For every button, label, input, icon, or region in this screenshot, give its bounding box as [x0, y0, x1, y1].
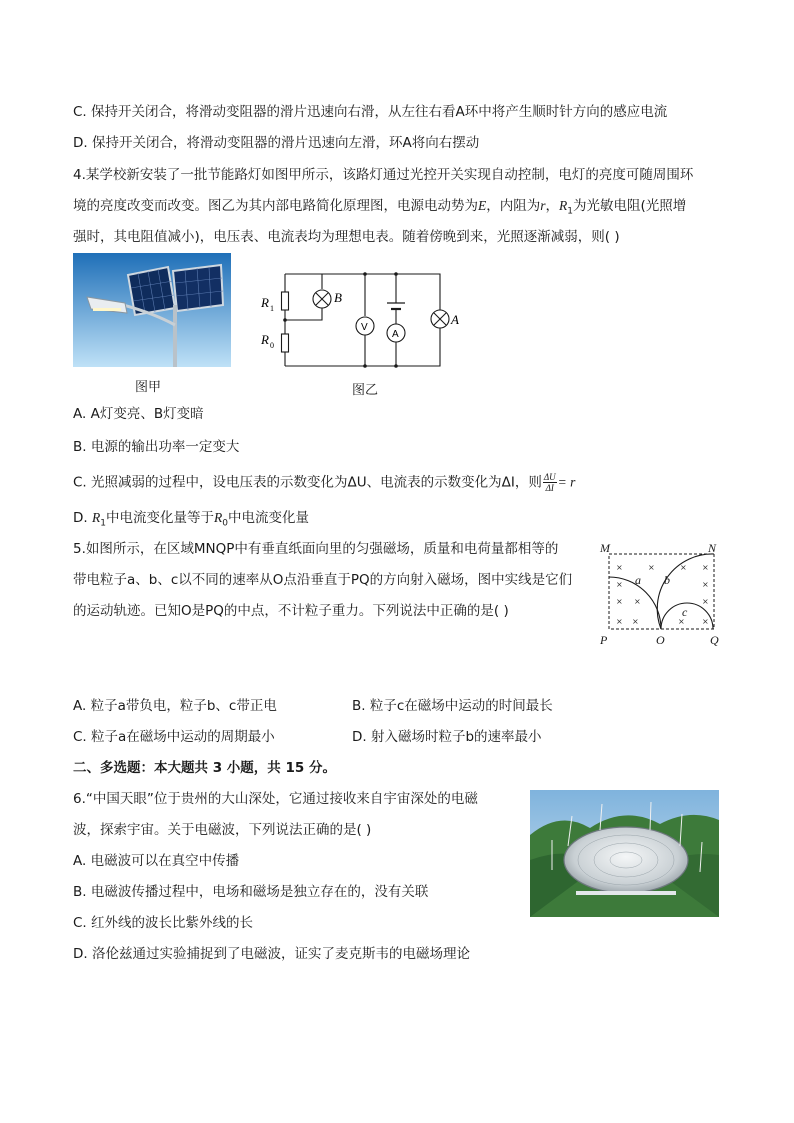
svg-text:×: ×: [648, 563, 655, 572]
q6-stem-line2: 波，探索宇宙。关于电磁波，下列说法正确的是( ): [73, 822, 372, 838]
q6-option-a: A. 电磁波可以在真空中传播: [73, 853, 240, 869]
svg-text:×: ×: [616, 597, 623, 606]
solar-street-lamp-photo: [73, 253, 231, 367]
q6-stem-line1: 6.“中国天眼”位于贵州的大山深处，它通过接收来自宇宙深处的电磁: [73, 791, 478, 807]
magnetic-field-diagram: [598, 540, 724, 648]
q5-option-c: C. 粒子a在磁场中运动的周期最小: [73, 729, 275, 745]
q5-stem-line2: 带电粒子a、b、c以不同的速率从O点沿垂直于PQ的方向射入磁场，图中实线是它们: [73, 572, 573, 588]
q6-option-b: B. 电磁波传播过程中，电场和磁场是独立存在的，没有关联: [73, 884, 429, 900]
q5-option-a: A. 粒子a带负电，粒子b、c带正电: [73, 698, 277, 714]
label-r0: R: [261, 332, 269, 347]
q5-stem-line1: 5.如图所示，在区域MNQP中有垂直纸面向里的匀强磁场，质量和电荷量都相等的: [73, 541, 559, 557]
q4-option-c: C. 光照减弱的过程中，设电压表的示数变化为ΔU、电流表的示数变化为ΔI，则 $\frac{\Delta U}{\Delta I}$ = r: [73, 472, 576, 493]
svg-text:×: ×: [616, 617, 623, 626]
q3-option-c: C. 保持开关闭合，将滑动变阻器的滑片迅速向右滑，从左往右看A环中将产生顺时针方向的感应电流: [73, 104, 668, 120]
label-lamp-b: B: [334, 290, 342, 305]
caption-figure-jia: 图甲: [135, 380, 162, 395]
q6-option-c: C. 红外线的波长比紫外线的长: [73, 915, 254, 931]
svg-text:×: ×: [616, 563, 623, 572]
fraction-du-di: $\frac{\Delta U}{\Delta I}$: [543, 472, 556, 493]
label-b: b: [664, 573, 670, 587]
label-o: O: [656, 633, 665, 647]
q4-stem-line1: 4.某学校新安装了一批节能路灯如图甲所示，该路灯通过光控开关实现自动控制，电灯的亮度可随周围环: [73, 167, 694, 183]
label-r1-sub: 1: [270, 304, 274, 313]
label-c: c: [682, 605, 688, 619]
svg-text:×: ×: [632, 617, 639, 626]
q5-option-b: B. 粒子c在磁场中运动的时间最长: [352, 698, 553, 714]
q4-option-d: D. $R_1$中电流变化量等于$R_0$中电流变化量: [73, 510, 309, 529]
q4-stem-line2: 境的亮度改变而改变。图乙为其内部电路简化原理图，电源电动势为E，内阻为r，$R_1$为光敏电阻(光照增: [73, 198, 687, 217]
svg-text:×: ×: [616, 580, 623, 589]
label-m: M: [600, 541, 610, 555]
ammeter-symbol: A: [392, 329, 399, 340]
circuit-diagram: [255, 262, 475, 374]
q3-option-d: D. 保持开关闭合，将滑动变阻器的滑片迅速向左滑，环A将向右摆动: [73, 135, 480, 151]
svg-text:×: ×: [702, 580, 709, 589]
q6-option-d: D. 洛伦兹通过实验捕捉到了电磁波，证实了麦克斯韦的电磁场理论: [73, 946, 470, 962]
label-lamp-a: A: [451, 312, 459, 327]
label-r1: R: [261, 295, 269, 310]
svg-text:×: ×: [678, 617, 685, 626]
label-q: Q: [710, 633, 719, 647]
q4-option-b: B. 电源的输出功率一定变大: [73, 439, 240, 455]
fast-telescope-photo: [530, 790, 719, 917]
q4-stem-line3: 强时，其电阻值减小)，电压表、电流表均为理想电表。随着傍晚到来，光照逐渐减弱，则( ): [73, 229, 620, 245]
q4-option-a: A. A灯变亮、B灯变暗: [73, 406, 204, 422]
q5-option-d: D. 射入磁场时粒子b的速率最小: [352, 729, 542, 745]
caption-figure-yi: 图乙: [352, 383, 379, 398]
label-r0-sub: 0: [270, 341, 274, 350]
svg-text:×: ×: [702, 597, 709, 606]
section-heading-multiple-choice: 二、多选题：本大题共 3 小题，共 15 分。: [73, 760, 336, 776]
svg-text:×: ×: [634, 597, 641, 606]
label-a: a: [635, 573, 641, 587]
svg-text:×: ×: [680, 563, 687, 572]
svg-text:×: ×: [702, 617, 709, 626]
voltmeter-symbol: V: [361, 322, 368, 333]
label-n: N: [708, 541, 717, 555]
label-p: P: [600, 633, 608, 647]
q5-stem-line3: 的运动轨迹。已知O是PQ的中点，不计粒子重力。下列说法中正确的是( ): [73, 603, 509, 619]
svg-text:×: ×: [702, 563, 709, 572]
